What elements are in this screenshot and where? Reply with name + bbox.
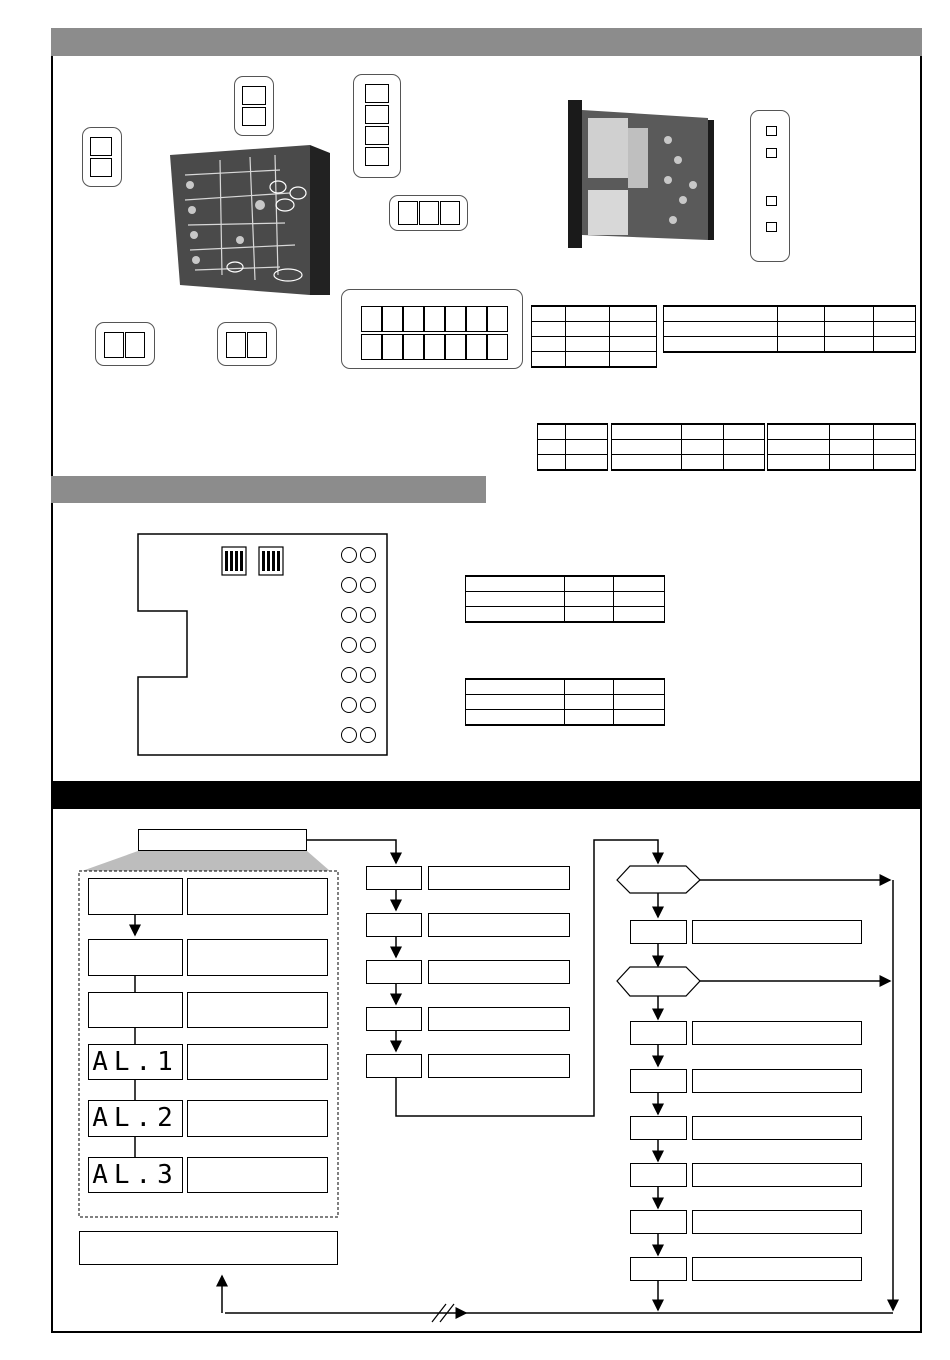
table-cell bbox=[830, 424, 874, 440]
dip-table-a bbox=[465, 575, 665, 623]
table-cell bbox=[874, 306, 916, 322]
table-cell bbox=[538, 424, 566, 440]
table-cell bbox=[830, 440, 874, 455]
menu-param-box bbox=[630, 1163, 687, 1187]
table-cell bbox=[565, 576, 614, 592]
jumper-cell bbox=[766, 196, 777, 206]
menu-param-box bbox=[366, 1007, 422, 1031]
menu-param-box bbox=[366, 1054, 422, 1078]
table-cell bbox=[565, 592, 614, 607]
table-cell bbox=[614, 607, 665, 623]
table-cell bbox=[830, 455, 874, 471]
table-cell bbox=[874, 424, 916, 440]
menu-param-box bbox=[88, 992, 183, 1028]
config-table-e bbox=[767, 423, 916, 471]
table-cell bbox=[724, 455, 765, 471]
menu-desc-box bbox=[428, 1054, 570, 1078]
table-cell bbox=[612, 440, 682, 455]
dip-table-b bbox=[465, 678, 665, 726]
table-cell bbox=[532, 337, 566, 352]
table-cell bbox=[682, 440, 724, 455]
table-cell bbox=[614, 695, 665, 710]
table-cell bbox=[664, 337, 778, 353]
menu-desc-box bbox=[187, 1044, 328, 1080]
menu-param-box bbox=[366, 960, 422, 984]
alarm-2-display: AL.2 bbox=[88, 1100, 183, 1137]
table-cell bbox=[566, 424, 608, 440]
menu-desc-box bbox=[692, 1021, 862, 1045]
menu-desc-box bbox=[428, 1007, 570, 1031]
table-cell bbox=[614, 576, 665, 592]
jumper-cell bbox=[361, 306, 382, 332]
jumper-cell bbox=[487, 334, 508, 360]
table-cell bbox=[466, 576, 565, 592]
menu-desc-box bbox=[692, 1210, 862, 1234]
menu-desc-box bbox=[692, 1257, 862, 1281]
table-cell bbox=[682, 455, 724, 471]
table-cell bbox=[724, 424, 765, 440]
table-cell bbox=[778, 322, 825, 337]
menu-entry-box bbox=[138, 829, 307, 851]
table-cell bbox=[532, 306, 566, 322]
table-cell bbox=[532, 352, 566, 368]
jumper-cell bbox=[382, 334, 403, 360]
table-cell bbox=[466, 607, 565, 623]
jumper-cell bbox=[403, 334, 424, 360]
table-cell bbox=[664, 322, 778, 337]
table-cell bbox=[566, 322, 610, 337]
table-cell bbox=[874, 455, 916, 471]
table-cell bbox=[565, 607, 614, 623]
table-cell bbox=[682, 424, 724, 440]
config-table-d bbox=[611, 423, 765, 471]
jumper-cell bbox=[403, 306, 424, 332]
table-cell bbox=[610, 322, 657, 337]
menu-param-box bbox=[88, 878, 183, 915]
menu-param-box bbox=[630, 1257, 687, 1281]
menu-param-box bbox=[630, 1021, 687, 1045]
table-cell bbox=[566, 337, 610, 352]
jumper-cell bbox=[361, 334, 382, 360]
table-cell bbox=[614, 592, 665, 607]
menu-desc-box bbox=[187, 939, 328, 976]
table-cell bbox=[566, 352, 610, 368]
table-cell bbox=[874, 322, 916, 337]
table-cell bbox=[874, 337, 916, 353]
table-cell bbox=[466, 695, 565, 710]
config-table-a bbox=[531, 305, 657, 368]
menu-param-box bbox=[630, 1210, 687, 1234]
table-cell bbox=[565, 710, 614, 726]
table-cell bbox=[768, 424, 830, 440]
jumper-cell bbox=[466, 306, 487, 332]
table-cell bbox=[874, 440, 916, 455]
table-cell bbox=[466, 710, 565, 726]
table-cell bbox=[724, 440, 765, 455]
menu-param-box bbox=[366, 866, 422, 890]
jumper-cell bbox=[766, 126, 777, 136]
menu-desc-box bbox=[428, 960, 570, 984]
table-cell bbox=[664, 306, 778, 322]
table-cell bbox=[614, 710, 665, 726]
menu-desc-box bbox=[692, 1163, 862, 1187]
jumper-cell bbox=[424, 306, 445, 332]
table-cell bbox=[768, 455, 830, 471]
jumper-cell bbox=[445, 334, 466, 360]
table-cell bbox=[466, 679, 565, 695]
table-cell bbox=[614, 679, 665, 695]
table-cell bbox=[610, 352, 657, 368]
table-cell bbox=[612, 424, 682, 440]
menu-desc-box bbox=[692, 1116, 862, 1140]
menu-desc-box bbox=[187, 878, 328, 915]
table-cell bbox=[610, 306, 657, 322]
menu-param-box bbox=[630, 920, 687, 944]
table-cell bbox=[566, 455, 608, 471]
jumper-cell bbox=[487, 306, 508, 332]
table-cell bbox=[610, 337, 657, 352]
table-cell bbox=[778, 306, 825, 322]
menu-desc-box bbox=[428, 866, 570, 890]
table-cell bbox=[778, 337, 825, 353]
alarm-1-display: AL.1 bbox=[88, 1044, 183, 1080]
config-table-b bbox=[663, 305, 916, 353]
table-cell bbox=[566, 440, 608, 455]
menu-desc-box bbox=[187, 1157, 328, 1193]
jumper-cell bbox=[424, 334, 445, 360]
menu-param-box bbox=[630, 1116, 687, 1140]
config-table-c bbox=[537, 423, 608, 471]
menu-exit-box bbox=[79, 1231, 338, 1265]
alarm-3-display: AL.3 bbox=[88, 1157, 183, 1193]
menu-param-box bbox=[88, 939, 183, 976]
menu-desc-box bbox=[692, 1069, 862, 1093]
menu-desc-box bbox=[428, 913, 570, 937]
jumper-cell bbox=[766, 148, 777, 158]
jumper-cell bbox=[466, 334, 487, 360]
menu-desc-box bbox=[187, 1100, 328, 1137]
menu-param-box bbox=[630, 1069, 687, 1093]
table-cell bbox=[538, 455, 566, 471]
table-cell bbox=[612, 455, 682, 471]
jumper-cell bbox=[445, 306, 466, 332]
table-cell bbox=[768, 440, 830, 455]
menu-param-box bbox=[366, 913, 422, 937]
table-cell bbox=[825, 337, 874, 353]
jumper-cell bbox=[382, 306, 403, 332]
table-cell bbox=[565, 679, 614, 695]
table-cell bbox=[825, 306, 874, 322]
menu-desc-box bbox=[692, 920, 862, 944]
menu-desc-box bbox=[187, 992, 328, 1028]
table-cell bbox=[532, 322, 566, 337]
table-cell bbox=[466, 592, 565, 607]
table-cell bbox=[825, 322, 874, 337]
table-cell bbox=[538, 440, 566, 455]
table-cell bbox=[566, 306, 610, 322]
jumper-cell bbox=[766, 222, 777, 232]
table-cell bbox=[565, 695, 614, 710]
